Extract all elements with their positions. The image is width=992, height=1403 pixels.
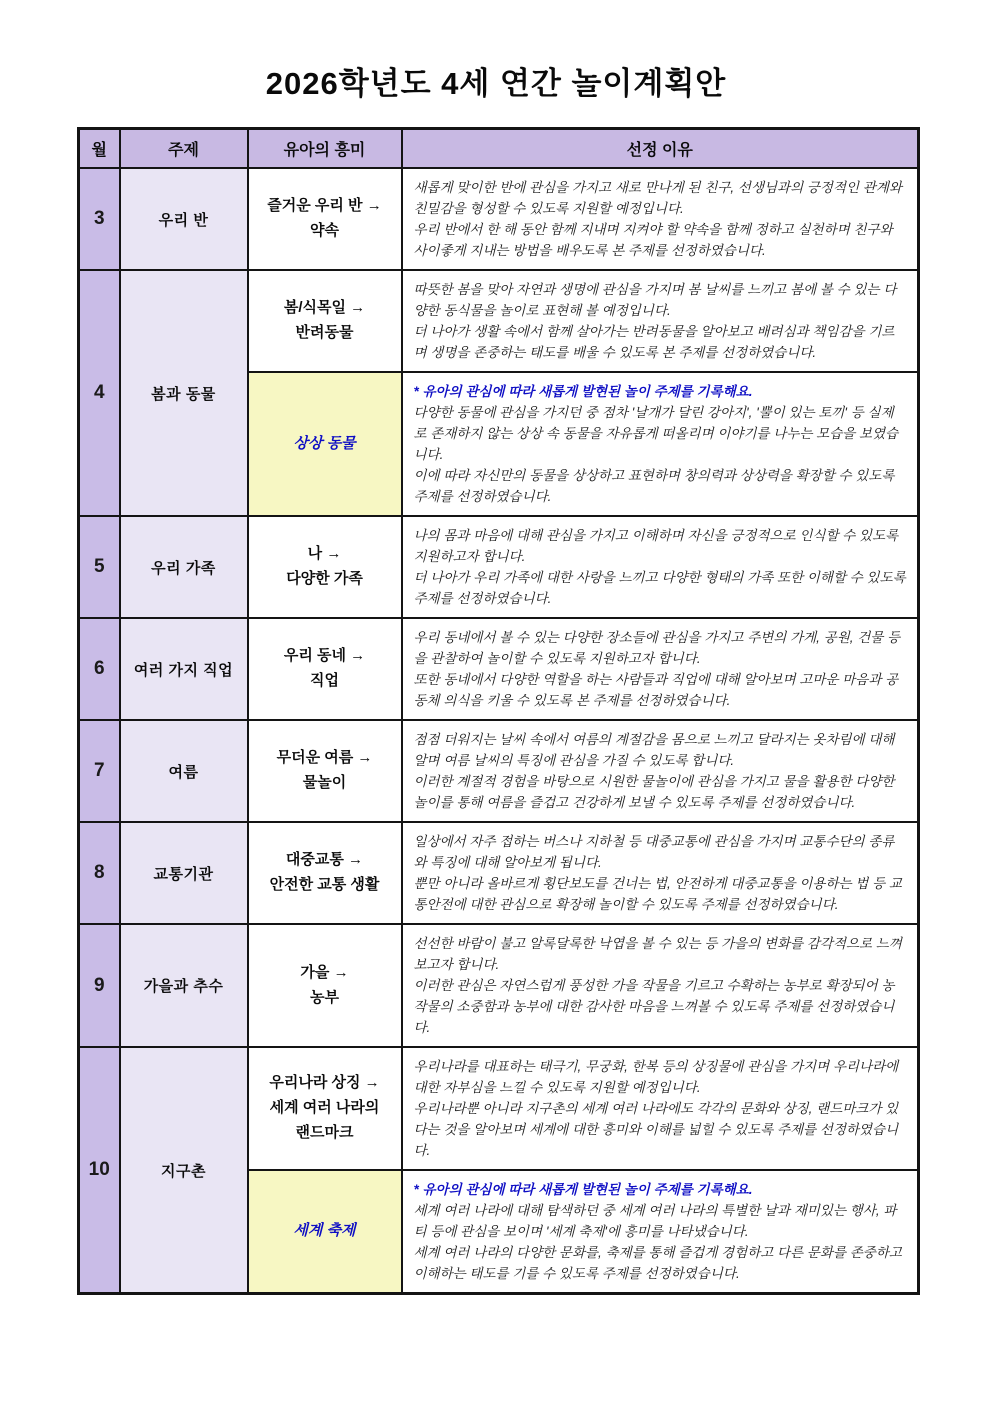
theme-cell: 여러 가지 직업: [120, 618, 248, 720]
interest-cell: [248, 822, 402, 924]
table-row: [79, 1047, 919, 1170]
interest-cell: [248, 516, 402, 618]
emergent-interest-cell: [248, 1170, 402, 1294]
reason-cell: [402, 270, 919, 372]
reason-paragraph: 이에 따라 자신만의 동물을 상상하고 표현하며 창의력과 상상력을 확장할 수 있도록 주제를 선정하였습니다.: [413, 468, 895, 504]
interest-line: 우리 동네 →: [283, 647, 366, 665]
interest-line: 반려동물: [295, 324, 354, 341]
interest-line: 세계 축제: [293, 1222, 356, 1240]
reason-cell: [402, 618, 919, 720]
reason-cell: [402, 168, 919, 270]
reason-cell: [402, 924, 919, 1047]
reason-paragraph: 이러한 계절적 경험을 바탕으로 시원한 물놀이에 관심을 가지고 물을 활용한 다양한 놀이를 통해 여름을 즐겁고 건강하게 보낼 수 있도록 주제를 선정하였습니다.: [413, 774, 895, 810]
interest-cell: [248, 720, 402, 822]
interest-line: 대중교통 →: [285, 851, 364, 869]
reason-paragraph: 점점 더워지는 날씨 속에서 여름의 계절감을 몸으로 느끼고 달라지는 옷차림에 대해 알며 여름 날씨의 특징에 관심을 가질 수 있도록 합니다.: [413, 732, 895, 768]
reason-paragraph: 세계 여러 나라의 다양한 문화를, 축제를 통해 즐겁게 경험하고 다른 문화를 존중하고 이해하는 태도를 기를 수 있도록 주제를 선정하였습니다.: [413, 1245, 902, 1281]
page-title: 2026학년도 4세 연간 놀이계획안: [265, 66, 727, 101]
plan-table-body: [79, 168, 919, 1294]
interest-line: 랜드마크: [295, 1123, 354, 1141]
theme-cell: 여름: [120, 720, 248, 822]
interest-line: 가을 →: [300, 963, 349, 981]
month-cell: 5: [79, 516, 120, 618]
interest-line: 우리나라 상징 →: [269, 1074, 380, 1092]
table-row: [79, 516, 919, 618]
header-interest: 유아의 흥미: [248, 129, 402, 169]
reason-paragraph: 뿐만 아니라 올바르게 횡단보도를 건너는 법, 안전하게 대중교통을 이용하는 법 등 교통안전에 대한 관심으로 확장해 놀이할 수 있도록 주제를 선정하였습니다.: [413, 876, 902, 912]
interest-line: 나 →: [307, 545, 342, 563]
interest-cell: [248, 924, 402, 1047]
month-cell: 3: [79, 168, 120, 270]
interest-line: 상상 동물: [293, 434, 356, 452]
reason-paragraph: 따뜻한 봄을 맞아 자연과 생명에 관심을 가지며 봄 날씨를 느끼고 봄에 볼 수 있는 다양한 동식물을 놀이로 표현해 볼 예정입니다.: [413, 282, 897, 318]
month-cell: 9: [79, 924, 120, 1047]
annual-play-plan-table: [77, 127, 920, 1295]
theme-cell: 교통기관: [120, 822, 248, 924]
interest-cell: [248, 168, 402, 270]
reason-paragraph: 세계 여러 나라에 대해 탐색하던 중 세계 여러 나라의 특별한 날과 재미있는 행사, 파티 등에 관심을 보이며 '세계 축제'에 흥미를 나타냈습니다.: [413, 1203, 897, 1239]
interest-line: 무더운 여름 →: [276, 749, 373, 767]
reason-paragraph: 일상에서 자주 접하는 버스나 지하철 등 대중교통에 관심을 가지며 교통수단의 종류와 특징에 대해 알아보게 됩니다.: [413, 834, 895, 870]
reason-cell: [402, 1170, 919, 1294]
interest-cell: [248, 618, 402, 720]
interest-line: 즐거운 우리 반 →: [267, 197, 382, 215]
reason-paragraph: 이러한 관심은 자연스럽게 풍성한 가을 작물을 기르고 수확하는 농부로 확장되어 농작물의 소중함과 농부에 대한 감사한 마음을 느껴볼 수 있도록 주제를 선정하였습니다.: [413, 978, 895, 1035]
reason-cell: [402, 372, 919, 516]
reason-paragraph: 우리나라뿐 아니라 지구촌의 세계 여러 나라에도 각각의 문화와 상징, 랜드마크가 있다는 것을 알아보며 세계에 대한 흥미와 이해를 넓힐 수 있도록 주제를 선정하였습니다.: [413, 1101, 899, 1158]
theme-cell: 가을과 추수: [120, 924, 248, 1047]
month-cell: 4: [79, 270, 120, 516]
theme-cell: 봄과 동물: [120, 270, 248, 516]
table-row: [79, 618, 919, 720]
table-row: [79, 924, 919, 1047]
theme-cell: 우리 반: [120, 168, 248, 270]
interest-line: 세계 여러 나라의: [269, 1099, 380, 1117]
reason-paragraph: 새롭게 맞이한 반에 관심을 가지고 새로 만나게 된 친구, 선생님과의 긍정적인 관계와 친밀감을 형성할 수 있도록 지원할 예정입니다.: [413, 180, 902, 216]
month-cell: 8: [79, 822, 120, 924]
reason-cell: [402, 720, 919, 822]
reason-paragraph: 우리나라를 대표하는 태극기, 무궁화, 한복 등의 상징물에 관심을 가지며 우리나라에 대한 자부심을 느낄 수 있도록 지원할 예정입니다.: [413, 1059, 899, 1095]
interest-cell: [248, 270, 402, 372]
table-row: [79, 720, 919, 822]
header-row: [79, 129, 919, 169]
reason-cell: [402, 516, 919, 618]
interest-cell: [248, 1047, 402, 1170]
reason-paragraph: 선선한 바람이 불고 알록달록한 낙엽을 볼 수 있는 등 가을의 변화를 감각적으로 느껴보고자 합니다.: [413, 936, 902, 972]
month-cell: 10: [79, 1047, 120, 1294]
reason-paragraph: 더 나아가 생활 속에서 함께 살아가는 반려동물을 알아보고 배려심과 책임감을 기르며 생명을 존중하는 태도를 배울 수 있도록 본 주제를 선정하였습니다.: [413, 324, 895, 360]
emergent-interest-cell: [248, 372, 402, 516]
theme-cell: 우리 가족: [120, 516, 248, 618]
interest-line: 농부: [310, 988, 339, 1006]
interest-line: 봄/식목일 →: [283, 299, 366, 317]
interest-line: 안전한 교통 생활: [269, 876, 380, 893]
reason-paragraph: 다양한 동물에 관심을 가지던 중 점차 '날개가 달린 강아지', '뿔이 있는 토끼' 등 실제로 존재하지 않는 상상 속 동물을 자유롭게 떠올리며 이야기를 나누는 모습을 보였습니다.: [413, 405, 899, 462]
month-cell: 6: [79, 618, 120, 720]
table-row: [79, 270, 919, 372]
interest-line: 물놀이: [302, 774, 347, 791]
header-reason: 선정 이유: [402, 129, 919, 169]
reason-paragraph: 우리 반에서 한 해 동안 함께 지내며 지켜야 할 약속을 함께 정하고 실천하며 친구와 사이좋게 지내는 방법을 배우도록 본 주제를 선정하였습니다.: [413, 222, 893, 258]
interest-line: 약속: [310, 222, 339, 239]
table-row: [79, 168, 919, 270]
table-header: [79, 129, 919, 169]
theme-cell: 지구촌: [120, 1047, 248, 1294]
reason-paragraph: 우리 동네에서 볼 수 있는 다양한 장소들에 관심을 가지고 주변의 가게, 공원, 건물 등을 관찰하여 놀이할 수 있도록 지원하고자 합니다.: [413, 630, 901, 666]
reason-cell: [402, 822, 919, 924]
reason-paragraph: 또한 동네에서 다양한 역할을 하는 사람들과 직업에 대해 알아보며 고마운 마음과 공동체 의식을 키울 수 있도록 본 주제를 선정하였습니다.: [413, 672, 899, 708]
reason-paragraph: 더 나아가 우리 가족에 대한 사랑을 느끼고 다양한 형태의 가족 또한 이해할 수 있도록 주제를 선정하였습니다.: [413, 570, 906, 606]
interest-line: 직업: [310, 672, 339, 689]
emergent-note-line: * 유아의 관심에 따라 새롭게 발현된 놀이 주제를 기록해요.: [413, 384, 753, 399]
header-theme: 주제: [120, 129, 248, 169]
emergent-note-line: * 유아의 관심에 따라 새롭게 발현된 놀이 주제를 기록해요.: [413, 1182, 753, 1197]
month-cell: 7: [79, 720, 120, 822]
header-month: 월: [79, 129, 120, 169]
reason-cell: [402, 1047, 919, 1170]
table-row: [79, 822, 919, 924]
reason-paragraph: 나의 몸과 마음에 대해 관심을 가지고 이해하며 자신을 긍정적으로 인식할 수 있도록 지원하고자 합니다.: [413, 528, 899, 564]
interest-line: 다양한 가족: [286, 570, 363, 587]
